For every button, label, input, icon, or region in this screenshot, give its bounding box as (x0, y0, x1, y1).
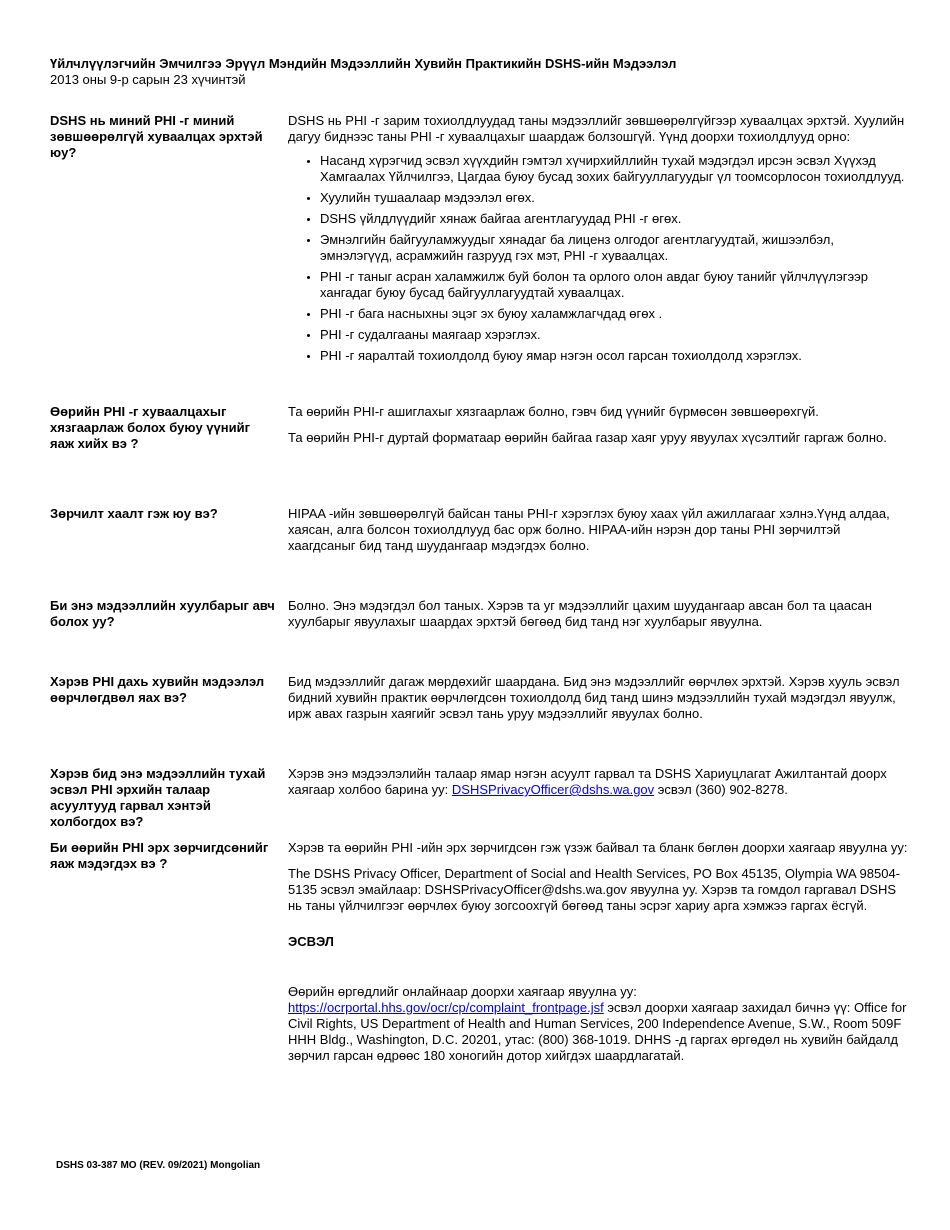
ocr-portal-link[interactable]: https://ocrportal.hhs.gov/ocr/cp/complaint_frontpage.jsf (288, 1000, 604, 1015)
violation-paragraph-3 (288, 984, 908, 1064)
violation-paragraph-1: Хэрэв та өөрийн PHI -ийн эрх зөрчигдсөн гэж үзэж байвал та бланк бөглөн доорхи хаягаар явуулна уу: (288, 840, 908, 855)
answer-violation (288, 840, 908, 1072)
list-item: • PHI -г таныг асран халамжилж буй болон та орлого олон авдаг буюу танийг үйлчлүүлэгээр хангадаг буюу бусад байгууллагуудтай хуваалцах. (320, 269, 908, 301)
list-item: • PHI -г бага насныхны эцэг эх буюу халамжлагчдад өгөх . (320, 306, 908, 322)
limit-paragraph-2: Та өөрийн PHI-г дуртай форматаар өөрийн байгаа газар хаяг уруу явуулах хүсэлтийг гаргаж болно. (288, 430, 887, 445)
answer-limit (288, 404, 908, 454)
question-breach: Зөрчилт хаалт гэж юу вэ? (50, 506, 218, 521)
question-copy: Би энэ мэдээллийн хуулбарыг авч болох уу? (50, 598, 275, 629)
list-item: • PHI -г яаралтай тохиолдолд буюу ямар нэгэн осол гарсан тохиолдолд хэрэглэх. (320, 348, 908, 364)
answer-breach: HIPAA -ийн зөвшөөрөлгүй байсан таны PHI-г хэрэглэх буюу хаах үйл ажиллагааг хэлнэ.Үүнд алдаа, хаясан, алга болсон тохиолдлууд бас орж болно. HIPAA-ийн нэрэн дор таны PHI зөрчилтэй хаагдсаныг бид танд шуудангаар мэдэгдэх болно. (288, 506, 890, 553)
document-title: Үйлчлүүлэгчийн Эмчилгээ Эрүүл Мэндийн Мэдээллийн Хувийн Практикийн DSHS-ийн Мэдээлэл (50, 56, 677, 71)
form-footer-id: DSHS 03-387 MO (REV. 09/2021) Mongolian (56, 1160, 261, 1171)
effective-date: 2013 оны 9-р сарын 23 хүчинтэй (50, 72, 246, 87)
contact-text-before: Хэрэв энэ мэдээлэлийн талаар ямар нэгэн асуулт гарвал та DSHS Хариуцлагат Ажилтантай доорх хаягаар холбоо барина уу: (288, 766, 887, 797)
answer-copy: Болно. Энэ мэдэгдэл бол таных. Хэрэв та уг мэдээллийг цахим шуудангаар авсан бол та цаасан хуулбарыг явуулахыг шаардах эрхтэй бөгөөд бид танд нэг хуулбарыг явуулна. (288, 598, 872, 629)
violation-paragraph-2: The DSHS Privacy Officer, Department of Social and Health Services, PO Box 45135, Olympia WA 98504-5135 эсвэл эмайлаар: DSHSPrivacyOfficer@dshs.wa.gov явуулна уу. Хэрэв та гомдол гаргавал DSHS нь таны үйлчилгээг өөрчлөх буюу зогсоохгүй бөгөөд таны эсрэг хариу арга хэмжээ гаргах ёсгүй. (288, 866, 900, 913)
list-item: • PHI -г судалгааны маягаар хэрэглэх. (320, 327, 908, 343)
document-header (50, 56, 910, 88)
question-violation: Би өөрийн PHI эрх зөрчигдсөнийг яаж мэдэгдэх вэ ? (50, 840, 269, 871)
question-changes: Хэрэв PHI дахь хувийн мэдээлэл өөрчлөгдвөл яах вэ? (50, 674, 265, 705)
list-item: • Хуулийн тушаалаар мэдээлэл өгөх. (320, 190, 908, 206)
answer-changes: Бид мэдээллийг дагаж мөрдөхийг шаардана. Бид энэ мэдээллийг өөрчлөх эрхтэй. Хэрэв хууль эсвэл бидний хувийн практик өөрчлөгдсөн тохиолдолд бид танд шинэ мэдээллийн тухай мэдэгдэл явуулж, ирж авах газрын хаягийг эсвэл тань уруу мэдээллийг явуулах болно. (288, 674, 900, 721)
question-disclosure: DSHS нь миний PHI -г миний зөвшөөрөлгүй хуваалцах эрхтэй юу? (50, 113, 263, 160)
privacy-officer-email-link[interactable]: DSHSPrivacyOfficer@dshs.wa.gov (451, 782, 655, 797)
answer-contact (288, 766, 908, 798)
question-limit: Өөрийн PHI -г хуваалцахыг хязгаарлаж болох буюу үүнийг яаж хийх вэ ? (50, 404, 251, 451)
or-heading: ЭСВЭЛ (288, 934, 334, 949)
question-contact: Хэрэв бид энэ мэдээллийн тухай эсвэл PHI эрхийн талаар асуултууд гарвал хэнтэй холбогдох вэ? (50, 766, 266, 829)
contact-text-after: эсвэл (360) 902-8278. (654, 782, 788, 797)
online-text-after: эсвэл доорхи хаягаар захидал бичнэ үү: Office for Civil Rights, US Department of Health and Human Services, 200 Independence Avenue, S.W., Room 509F HHH Bldg., Washington, D.C. 20201, утас: (800) 368-1019. DHHS -д гаргах өргөдөл нь хувийн байдалд зөрчил гарсан өдрөөс 180 хоногийн дотор хийгдэх шаардлагатай. (288, 1000, 907, 1063)
online-text-before: Өөрийн өргөдлийг онлайнаар доорхи хаягаар явуулна уу: (288, 984, 637, 999)
limit-paragraph-1: Та өөрийн PHI-г ашиглахыг хязгаарлаж болно, гэвч бид үүнийг бүрмөсөн зөвшөөрөхгүй. (288, 404, 819, 419)
answer-disclosure (288, 113, 908, 369)
disclosure-list (288, 153, 908, 364)
disclosure-intro: DSHS нь PHI -г зарим тохиолдлуудад таны мэдээллийг зөвшөөрөлгүйгээр хуваалцах эрхтэй. Хуулийн дагуу биднээс таны PHI -г хуваалцахыг шаардаж болзошгүй. Үүнд доорхи тохиолдлууд орно: (288, 113, 905, 144)
list-item: • DSHS үйлдлүүдийг хянаж байгаа агентлагуудад PHI -г өгөх. (320, 211, 908, 227)
list-item: • Насанд хүрэгчид эсвэл хүүхдийн гэмтэл хүчирхийллийн тухай мэдэгдэл ирсэн эсвэл Хүүхэд Хамгаалах Үйлчилгээ, Цагдаа буюу бусад зохих байгууллагуудыг үл тоомсорлосон тохиолдлууд. (320, 153, 908, 185)
list-item: • Эмнэлгийн байгууламжуудыг хянадаг ба лиценз олгодог агентлагуудтай, жишээлбэл, эмнэлэгүүд, асрамжийн газрууд гэх мэт, PHI -г хуваалцах. (320, 232, 908, 264)
